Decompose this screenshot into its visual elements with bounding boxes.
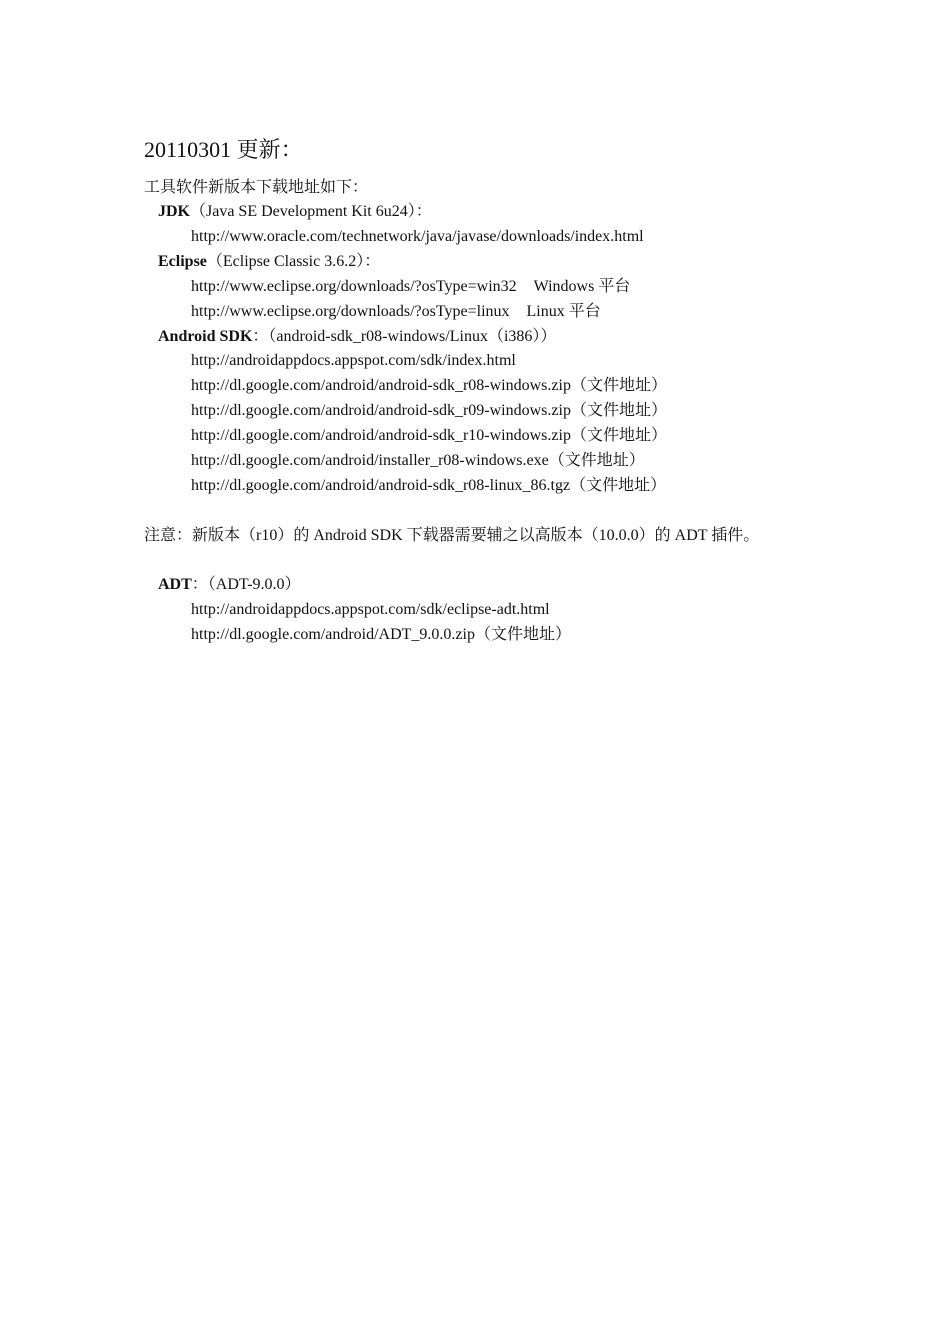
- jdk-name: JDK: [158, 203, 190, 220]
- eclipse-link-win32: [191, 275, 630, 299]
- adt-link-docs: [191, 598, 550, 622]
- android-sdk-url[interactable]: http://androidappdocs.appspot.com/sdk/index.html: [191, 352, 516, 369]
- intro-text: 工具软件新版本下载地址如下：: [144, 179, 369, 196]
- android-sdk-desc: ：（android-sdk_r08-windows/Linux（i386））: [252, 328, 557, 345]
- android-sdk-link-index: [191, 349, 516, 373]
- file-address-note: （文件地址）: [570, 477, 667, 494]
- android-sdk-url[interactable]: http://dl.google.com/android/android-sdk_r08-windows.zip: [191, 377, 571, 394]
- eclipse-url-linux[interactable]: http://www.eclipse.org/downloads/?osType=linux: [191, 303, 510, 320]
- eclipse-desc: （Eclipse Classic 3.6.2）：: [206, 253, 381, 270]
- adt-link-zip: [191, 623, 571, 647]
- adt-heading: [158, 573, 301, 597]
- eclipse-url-win32[interactable]: http://www.eclipse.org/downloads/?osType=win32: [191, 278, 517, 295]
- eclipse-heading: [158, 250, 380, 274]
- file-address-note: （文件地址）: [570, 377, 667, 394]
- eclipse-name: Eclipse: [158, 253, 207, 270]
- file-address-note: （文件地址）: [474, 626, 571, 643]
- jdk-link[interactable]: http://www.oracle.com/technetwork/java/javase/downloads/index.html: [191, 228, 644, 245]
- android-sdk-link-r08-windows: [191, 374, 667, 398]
- adt-url[interactable]: http://dl.google.com/android/ADT_9.0.0.zip: [191, 626, 475, 643]
- page-title: 20110301 更新：: [144, 137, 303, 162]
- android-sdk-url[interactable]: http://dl.google.com/android/android-sdk_r10-windows.zip: [191, 427, 571, 444]
- jdk-heading: [158, 200, 432, 224]
- adt-desc: ：（ADT-9.0.0）: [191, 576, 301, 593]
- adt-name: ADT: [158, 576, 192, 593]
- android-sdk-url[interactable]: http://dl.google.com/android/android-sdk_r09-windows.zip: [191, 402, 571, 419]
- eclipse-note-win32: Windows 平台: [533, 278, 631, 295]
- eclipse-link-linux: [191, 300, 601, 324]
- android-sdk-link-r09-windows: [191, 399, 667, 423]
- android-sdk-name: Android SDK: [158, 328, 253, 345]
- file-address-note: （文件地址）: [570, 402, 667, 419]
- android-sdk-link-linux: [191, 474, 666, 498]
- android-sdk-url[interactable]: http://dl.google.com/android/android-sdk_r08-linux_86.tgz: [191, 477, 571, 494]
- notice-text: 注意：新版本（r10）的 Android SDK 下载器需要辅之以高版本（10.0.0）的 ADT 插件。: [144, 527, 760, 544]
- jdk-desc: （Java SE Development Kit 6u24）：: [190, 203, 432, 220]
- file-address-note: （文件地址）: [570, 427, 667, 444]
- android-sdk-link-r10-windows: [191, 424, 667, 448]
- file-address-note: （文件地址）: [548, 452, 645, 469]
- adt-url[interactable]: http://androidappdocs.appspot.com/sdk/eclipse-adt.html: [191, 601, 550, 618]
- android-sdk-heading: [158, 325, 556, 349]
- android-sdk-link-installer: [191, 449, 645, 473]
- android-sdk-url[interactable]: http://dl.google.com/android/installer_r08-windows.exe: [191, 452, 549, 469]
- eclipse-note-linux: Linux 平台: [526, 303, 601, 320]
